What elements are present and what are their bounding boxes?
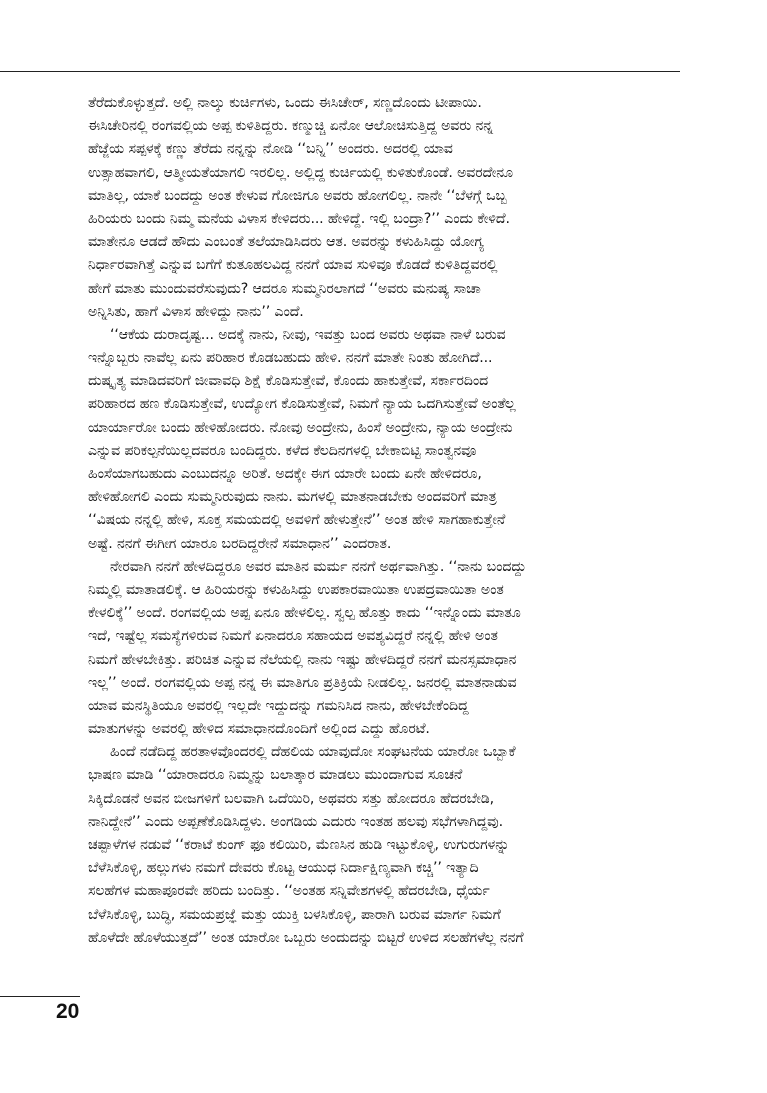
text-line: ನಾನಿದ್ದೇನೆ’’ ಎಂದು ಅಪ್ಪಣೆಕೊಡಿಸಿದ್ದಳು. ಅಂಗಡಿಯ ಎದುರು ಇಂತಹ ಹಲವು ಸಭೆಗಳಾಗಿದ್ದವು. [88, 813, 503, 830]
text-line: ದುಷ್ಕೃತ್ಯ ಮಾಡಿದವರಿಗೆ ಜೀವಾವಧಿ ಶಿಕ್ಷೆ ಕೊಡಿಸುತ್ತೇವೆ, ಕೊಂದು ಹಾಕುತ್ತೇವೆ, ಸರ್ಕಾರದಿಂದ [88, 373, 489, 390]
text-line: ಬೆಳೆಸಿಕೊಳ್ಳಿ, ಬುದ್ಧಿ, ಸಮಯಪ್ರಜ್ಞೆ ಮತ್ತು ಯುಕ್ತಿ ಬಳಸಿಕೊಳ್ಳಿ, ಪಾರಾಗಿ ಬರುವ ಮಾರ್ಗ ನಿಮಗೆ [88, 906, 501, 923]
text-line: ಭಾಷಣ ಮಾಡಿ ‘‘ಯಾರಾದರೂ ನಿಮ್ಮನ್ನು ಬಲಾತ್ಕಾರ ಮಾಡಲು ಮುಂದಾಗುವ ಸೂಚನೆ [88, 767, 463, 784]
text-line: ಮಾತೇನೂ ಆಡದೆ ಹೌದು ಎಂಬಂತೆ ತಲೆಯಾಡಿಸಿದರು ಆತ. ಅವರನ್ನು ಕಳುಹಿಸಿದ್ದು ಯೋಗ್ಯ [88, 234, 484, 251]
text-line: ಮಾತಿಲ್ಲ, ಯಾಕೆ ಬಂದದ್ದು ಅಂತ ಕೇಳುವ ಗೋಜಿಗೂ ಅವರು ಹೋಗಲಿಲ್ಲ. ನಾನೇ ‘‘ಬೆಳಗ್ಗೆ ಒಬ್ಬ [88, 187, 507, 204]
footer-rule [0, 996, 80, 997]
text-line: ಉತ್ಸಾಹವಾಗಲಿ, ಆತ್ಮೀಯತೆಯಾಗಲಿ ಇರಲಿಲ್ಲ. ಅಲ್ಲಿದ್ದ ಕುರ್ಚಿಯಲ್ಲಿ ಕುಳಿತುಕೊಂಡೆ. ಅವರದೇನೂ [88, 164, 514, 181]
text-line: ಅನ್ನಿಸಿತು, ಹಾಗೆ ವಿಳಾಸ ಹೇಳಿದ್ದು ನಾನು’’ ಎಂದೆ. [88, 303, 304, 320]
text-line: ಈಸಿಚೇರಿನಲ್ಲಿ ರಂಗವಲ್ಲಿಯ ಅಪ್ಪ ಕುಳಿತಿದ್ದರು. ಕಣ್ಮುಚ್ಚಿ ಏನೋ ಆಲೋಚಿಸುತ್ತಿದ್ದ ಅವರು ನನ್ನ [88, 118, 493, 135]
text-line: ಹೇಳಿಹೋಗಲಿ ಎಂದು ಸುಮ್ಮನಿರುವುದು ನಾನು. ಮಗಳಲ್ಲಿ ಮಾತನಾಡಬೇಕು ಅಂದವರಿಗೆ ಮಾತ್ರ [88, 489, 497, 506]
text-line: ಇಲ್ಲ’’ ಅಂದೆ. ರಂಗವಲ್ಲಿಯ ಅಪ್ಪ ನನ್ನ ಈ ಮಾತಿಗೂ ಪ್ರತಿಕ್ರಿಯೆ ನೀಡಲಿಲ್ಲ. ಜನರಲ್ಲಿ ಮಾತನಾಡುವ [88, 674, 517, 691]
text-line: ಇನ್ನೊಬ್ಬರು ನಾವೆಲ್ಲ ಏನು ಪರಿಹಾರ ಕೊಡಬಹುದು ಹೇಳಿ. ನನಗೆ ಮಾತೇ ನಿಂತು ಹೋಗಿದೆ... [88, 350, 493, 367]
body-text [88, 92, 680, 950]
text-line: ‘‘ವಿಷಯ ನನ್ನಲ್ಲಿ ಹೇಳಿ, ಸೂಕ್ತ ಸಮಯದಲ್ಲಿ ಅವಳಿಗೆ ಹೇಳುತ್ತೇನೆ’’ ಅಂತ ಹೇಳಿ ಸಾಗಹಾಕುತ್ತೇನೆ [88, 512, 506, 529]
text-line: ನಿಮಗೆ ಹೇಳಬೇಕಿತ್ತು. ಪರಿಚಿತ ಎನ್ನುವ ನೆಲೆಯಲ್ಲಿ ನಾನು ಇಷ್ಟು ಹೇಳದಿದ್ದರೆ ನನಗೆ ಮನಸ್ಸಮಾಧಾನ [88, 651, 517, 668]
top-rule [0, 71, 680, 72]
text-line: ತೆರೆದುಕೊಳ್ಳುತ್ತದೆ. ಅಲ್ಲಿ ನಾಲ್ಕು ಕುರ್ಚಿಗಳು, ಒಂದು ಈಸಿಚೇರ್, ಸಣ್ಣದೊಂದು ಟೀಪಾಯಿ. [88, 95, 482, 111]
text-line: ಪರಿಹಾರದ ಹಣ ಕೊಡಿಸುತ್ತೇವೆ, ಉದ್ಯೋಗ ಕೊಡಿಸುತ್ತೇವೆ, ನಿಮಗೆ ನ್ಯಾಯ ಒದಗಿಸುತ್ತೇವೆ ಅಂತೆಲ್ಲ [88, 396, 516, 413]
text-line: ನಿಮ್ಮಲ್ಲಿ ಮಾತಾಡಲಿಕ್ಕೆ. ಆ ಹಿರಿಯರನ್ನು ಕಳುಹಿಸಿದ್ದು ಉಪಕಾರವಾಯಿತಾ ಉಪದ್ರವಾಯಿತಾ ಅಂತ [88, 581, 504, 598]
text-line: ಕೇಳಲಿಕ್ಕೆ’’ ಅಂದೆ. ರಂಗವಲ್ಲಿಯ ಅಪ್ಪ ಏನೂ ಹೇಳಲಿಲ್ಲ. ಸ್ವಲ್ಪ ಹೊತ್ತು ಕಾದು ‘‘ಇನ್ನೊಂದು ಮಾತೂ [88, 605, 521, 622]
text-line: ಬೆಳೆಸಿಕೊಳ್ಳಿ, ಹಲ್ಲುಗಳು ನಮಗೆ ದೇವರು ಕೊಟ್ಟ ಆಯುಧ ನಿರ್ದಾಕ್ಷಿಣ್ಯವಾಗಿ ಕಚ್ಚಿ’’ ಇತ್ಯಾದಿ [88, 860, 479, 877]
paragraph-first-line: ಹಿಂದೆ ನಡೆದಿದ್ದ ಹರತಾಳವೊಂದರಲ್ಲಿ ದೆಹಲಿಯ ಯಾವುದೋ ಸಂಘಟನೆಯ ಯಾರೋ ಒಬ್ಬಾಕೆ [110, 744, 516, 761]
text-line: ಹೇಗೆ ಮಾತು ಮುಂದುವರೆಸುವುದು? ಆದರೂ ಸುಮ್ಮನಿರಲಾಗದೆ ‘‘ಅವರು ಮನುಷ್ಯ ಸಾಚಾ [88, 280, 481, 297]
text-line: ಯಾರ್ಯಾರೋ ಬಂದು ಹೇಳಿಹೋದರು. ನೋವು ಅಂದ್ರೇನು, ಹಿಂಸೆ ಅಂದ್ರೇನು, ನ್ಯಾಯ ಅಂದ್ರೇನು [88, 419, 513, 436]
page-number: 20 [56, 1000, 80, 1023]
paragraph-first-line: ನೇರವಾಗಿ ನನಗೆ ಹೇಳದಿದ್ದರೂ ಅವರ ಮಾತಿನ ಮರ್ಮ ನನಗೆ ಅರ್ಥವಾಗಿತ್ತು. ‘‘ನಾನು ಬಂದದ್ದು [110, 558, 527, 575]
text-line: ಸಿಕ್ಕಿದೊಡನೆ ಅವನ ಬೀಜಗಳಿಗೆ ಬಲವಾಗಿ ಒದೆಯಿರಿ, ಅಥವರು ಸತ್ತು ಹೋದರೂ ಹೆದರಬೇಡಿ, [88, 790, 494, 807]
text-line: ಹೊಳೆದೇ ಹೊಳೆಯುತ್ತದೆ’’ ಅಂತ ಯಾರೋ ಒಬ್ಬರು ಅಂದುದನ್ನು ಬಿಟ್ಟರೆ ಉಳಿದ ಸಲಹೆಗಳೆಲ್ಲ ನನಗೆ [88, 929, 524, 946]
text-line: ಯಾವ ಮನಸ್ಥಿತಿಯೂ ಅವರಲ್ಲಿ ಇಲ್ಲದೇ ಇದ್ದುದನ್ನು ಗಮನಿಸಿದ ನಾನು, ಹೇಳಬೇಕೆಂದಿದ್ದ [88, 697, 469, 714]
text-line: ಹೆಜ್ಜೆಯ ಸಪ್ಪಳಕ್ಕೆ ಕಣ್ಣು ತೆರೆದು ನನ್ನನ್ನು ನೋಡಿ ‘‘ಬನ್ನಿ’’ ಅಂದರು. ಅದರಲ್ಲಿ ಯಾವ [88, 141, 453, 158]
text-line: ಹಿಂಸೆಯಾಗಬಹುದು ಎಂಬುದನ್ನೂ ಅರಿತೆ. ಅದಕ್ಕೇ ಈಗ ಯಾರೇ ಬಂದು ಏನೇ ಹೇಳಿದರೂ, [88, 466, 482, 482]
text-line: ಇದೆ, ಇಷ್ಟೆಲ್ಲ ಸಮಸ್ಯೆಗಳಿರುವ ನಿಮಗೆ ಏನಾದರೂ ಸಹಾಯದ ಅವಶ್ಯವಿದ್ದರೆ ನನ್ನಲ್ಲಿ ಹೇಳಿ ಅಂತ [88, 628, 498, 645]
text-line: ನಿರ್ಧಾರವಾಗಿತ್ತೆ ಎನ್ನುವ ಬಗೆಗೆ ಕುತೂಹಲವಿದ್ದ ನನಗೆ ಯಾವ ಸುಳಿವೂ ಕೊಡದೆ ಕುಳಿತಿದ್ದವರಲ್ಲಿ [88, 257, 498, 274]
text-line: ಎನ್ನುವ ಪರಿಕಲ್ಪನೆಯಿಲ್ಲದವರೂ ಬಂದಿದ್ದರು. ಕಳೆದ ಕೆಲದಿನಗಳಲ್ಲಿ ಬೇಕಾಬಿಟ್ಟಿ ಸಾಂತ್ವನವೂ [88, 442, 477, 459]
text-line: ಸಲಹೆಗಳ ಮಹಾಪೂರವೇ ಹರಿದು ಬಂದಿತ್ತು. ‘‘ಅಂತಹ ಸನ್ನಿವೇಶಗಳಲ್ಲಿ ಹೆದರಬೇಡಿ, ಧೈರ್ಯ [88, 883, 490, 900]
text-line: ಮಾತುಗಳನ್ನು ಅವರಲ್ಲಿ ಹೇಳಿದ ಸಮಾಧಾನದೊಂದಿಗೆ ಅಲ್ಲಿಂದ ಎದ್ದು ಹೊರಟೆ. [88, 721, 430, 738]
paragraph-first-line: ‘‘ಆಕೆಯ ದುರಾದೃಷ್ಟ... ಅದಕ್ಕೆ ನಾನು, ನೀವು, ಇವತ್ತು ಬಂದ ಅವರು ಅಥವಾ ನಾಳೆ ಬರುವ [110, 326, 506, 343]
text-line: ಹಿರಿಯರು ಬಂದು ನಿಮ್ಮ ಮನೆಯ ವಿಳಾಸ ಕೇಳಿದರು... ಹೇಳಿದ್ದೆ. ಇಲ್ಲಿ ಬಂದ್ರಾ?’’ ಎಂದು ಕೇಳಿದೆ. [88, 210, 510, 227]
text-line: ಚಪ್ಪಾಳೆಗಳ ನಡುವೆ ‘‘ಕರಾಟೆ ಕುಂಗ್ ಫೂ ಕಲಿಯಿರಿ, ಮೆಣಸಿನ ಹುಡಿ ಇಟ್ಟುಕೊಳ್ಳಿ, ಉಗುರುಗಳನ್ನು [88, 837, 510, 853]
text-line: ಅಷ್ಟೆ. ನನಗೆ ಈಗೀಗ ಯಾರೂ ಬರದಿದ್ದರೇನೆ ಸಮಾಧಾನ’’ ಎಂದರಾತ. [88, 535, 392, 552]
